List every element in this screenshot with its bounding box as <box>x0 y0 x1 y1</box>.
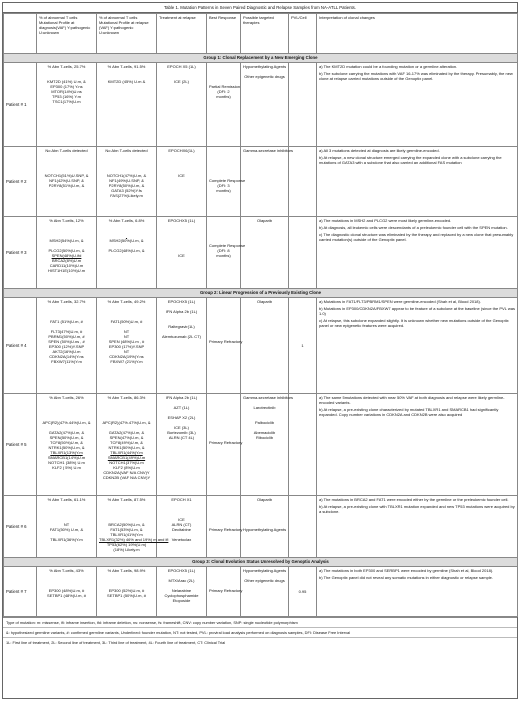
diagnosis-profile-line: P2RY8(51%)U.m, & <box>48 183 85 188</box>
diagnosis-profile-line: SPEN(48%)U.ifd <box>51 253 82 258</box>
header-treatment: Treatment at relapse <box>157 14 207 54</box>
footnote-symbols: &: hypothesized germline variants, #: confirmed germline variants, Underlined: founder mutation, NT: not tested, PVL: proviral load analysis performed on diagnosis samples, DFI: Disease Free Interval <box>3 627 517 637</box>
header-relapse: % of abnormal T cells Mutational Profile at relapse (VAF) Y:pathogenic U:unknown <box>97 14 157 54</box>
relapse-profile-line: FAT1(50%)U.m, # <box>110 319 143 324</box>
table-title: Table 1. Mutation Patterns in Seven Paired Diagnostic and Relapse Samples from NA-ATLL Patients. <box>3 3 517 13</box>
interpretation <box>317 567 518 617</box>
diagnosis-profile-line: MSH2(54%)U.m, & <box>49 238 84 243</box>
relapse-profile-line: EP300 (52%)U.m, # <box>108 588 145 593</box>
best-response-line: Primary Refractory <box>209 588 243 593</box>
patient-row <box>4 63 518 147</box>
relapse-profile-line: FAT1(53%)U.m, & <box>110 527 143 532</box>
relapse-profile-line: NOTCH1(47%)U.m, & <box>106 173 147 178</box>
interpretation <box>317 496 518 558</box>
relapse-profile-line: CDKN2A(19%)Y.ns <box>109 354 144 359</box>
patient-label: Patient # 1 <box>4 63 37 147</box>
group-1-row <box>4 54 518 63</box>
targeted-therapies-line: Ribociclib <box>255 435 274 440</box>
diagnosis-profile-line: SMARCB1(14%)U.m <box>47 455 86 460</box>
targeted-therapies <box>241 394 294 496</box>
diagnosis-profile-line: FAT1 (51%)U.m, # <box>50 319 83 324</box>
pvl-value <box>289 217 317 289</box>
diagnosis-profile-line: SPEN (50%)U.ns , # <box>48 339 85 344</box>
diagnosis-profile-line: PLCG2(50%)U.m, & <box>48 248 85 253</box>
relapse-profile-line: TBLXR1(41%)Y.m <box>110 532 143 537</box>
treatment-list-line: EPOCH X5 (1L) <box>167 64 196 69</box>
relapse-profile-line: MSH2(50%)U.m, & <box>109 238 144 243</box>
diagnosis-profile-line: KMT2D (41%) U.m, & <box>47 79 86 84</box>
targeted-therapies-line: Olaparib <box>256 218 273 223</box>
header-pvl: PVL/Cell <box>289 14 317 54</box>
treatment-list-line: Alemtuzumab (2L CT) <box>162 334 201 339</box>
best-response-line: months) <box>216 94 231 99</box>
group-3-row <box>4 558 518 567</box>
diagnosis-profile <box>37 496 97 558</box>
relapse-profile <box>97 147 157 217</box>
treatment-list-line: ICE <box>178 253 185 258</box>
diagnosis-profile-line: GATA2(47%)U.m, & <box>48 430 85 435</box>
best-response-line: Complete Response <box>209 178 246 183</box>
table-page <box>2 2 518 699</box>
targeted-therapies-line: Gamma-secretase inhibitors <box>243 395 294 400</box>
patient-label: Patient # 2 <box>4 147 37 217</box>
patient-row <box>4 567 518 617</box>
relapse-profile-line: NT <box>123 329 130 334</box>
diagnosis-profile-line: PBRM1(50%)U.m, # <box>48 334 85 339</box>
patient-row <box>4 496 518 558</box>
treatment-list <box>157 217 207 289</box>
best-response-line: months) <box>216 188 231 193</box>
best-response-line: Primary Refractory <box>209 440 243 445</box>
relapse-profile-line: % Abn T-cells, 91.5% <box>107 64 146 69</box>
interpretation-item: b) Mutations in EP300/CDKN2A/FBXW7 appear to be feature of a subclone at the baseline (since the PVL was 1.0) <box>319 306 515 316</box>
best-response-line: Partial Remission <box>209 84 241 89</box>
relapse-profile-line: SPEN (48%)U.m , # <box>108 339 145 344</box>
diagnosis-profile-line: AKT2(16%)U.m <box>52 349 81 354</box>
relapse-profile-line: % Abn T-cells, 87.5% <box>107 497 146 502</box>
diagnosis-profile-line: CDKN2A(14%)Y.ns <box>49 354 84 359</box>
diagnosis-profile <box>37 567 97 617</box>
diagnosis-profile <box>37 394 97 496</box>
best-response-line: Complete Response <box>209 243 246 248</box>
diagnosis-profile-line: TP53 (16%) Y.m <box>52 94 81 99</box>
interpretation <box>317 147 518 217</box>
relapse-profile <box>97 496 169 558</box>
treatment-list <box>157 567 207 617</box>
pvl-value <box>289 394 317 496</box>
relapse-profile <box>97 298 157 394</box>
group-label: Group 1: Clonal Replacement by a New Emerging Clone <box>4 54 518 63</box>
diagnosis-profile-line: FBXW7(11%)Y.m <box>51 359 82 364</box>
patient-label: Patient # 7 <box>4 567 37 617</box>
diagnosis-profile-line: No Abn T-cells detected <box>45 148 88 153</box>
treatment-list-line: Venetoclax <box>171 537 192 542</box>
diagnosis-profile-line: BRCA2(8%)U.m <box>51 258 82 263</box>
interpretation-item: a) All 3 mutations detected at diagnosis are likely germline-encoded. <box>319 148 440 153</box>
diagnosis-profile-line: NOTCH1(51%)U.SNP, & <box>44 173 89 178</box>
interpretation <box>317 298 518 394</box>
treatment-list <box>157 394 207 496</box>
targeted-therapies-line: Abemaciclib <box>253 430 276 435</box>
interpretation-item: a) The mutations in both EP300 and SERBP1 were encoded by germline (Shah et al, Blood 2018). <box>319 568 494 573</box>
diagnosis-profile-line: CARD11(10%)U.m <box>49 263 84 268</box>
diagnosis-profile-line: NF1(42%)U.SNP, & <box>49 178 84 183</box>
diagnosis-profile-line: FAT1(50%) U.m, & <box>49 527 84 532</box>
diagnosis-profile-line: MTOR(14%)U.ns <box>51 89 82 94</box>
diagnosis-profile-line: EP300 (48%)U.m, # <box>48 588 85 593</box>
patient-row <box>4 394 518 496</box>
diagnosis-profile-line: EP300 (17%) Y.ns <box>50 84 83 89</box>
interpretation-item: b) At relapse, a pre-existing clone characterized by mutated TBLXR1 and SMARCB1 had significantly expanded. Copy number variations in CDKN2A and CDKN2B were also acquired <box>319 407 499 417</box>
relapse-profile-line: KLF2 (8%)U.m <box>113 465 140 470</box>
treatment-list-line: IFN Alpha 2b (1L) <box>165 395 198 400</box>
footnote-mutation-types: Type of mutation: m: missense, ifi: inframe insertion, ifd: inframe deletion, ns: nonsense, fs: frameshift, CNV: copy number variation, SNP: single nucleotide polymorphism <box>3 617 517 627</box>
relapse-profile-line: EP300 (17%)Y.SNP <box>108 344 145 349</box>
relapse-profile-line: % Abn T-cells, 86.3% <box>107 395 146 400</box>
diagnosis-profile-line: % Abn T-cells, 12% <box>49 218 84 223</box>
best-response <box>207 63 241 147</box>
targeted-therapies-line: Hypomethylating Agents <box>243 64 287 69</box>
relapse-profile <box>97 567 157 617</box>
diagnosis-profile-line: SETBP1 (48%)U.m, # <box>47 593 86 598</box>
relapse-profile-line: NT <box>123 349 130 354</box>
interpretation-item: b) At diagnosis, all leukemic cells were descendants of a preleukemic founder cell with the SPEN mutation. <box>319 225 508 230</box>
header-blank <box>4 14 37 54</box>
treatment-list-line: ALRN (CT 4L) <box>168 435 195 440</box>
interpretation-item: a) The mutations in BRCA2 and FAT1 were encoded either by the germline or the preleukemic founder cell. <box>319 497 509 502</box>
interpretation-item: a) The KMT2D mutation could be a founding mutation or a germline alteration. <box>319 64 458 69</box>
interpretation <box>317 63 518 147</box>
treatment-list-line: Cyclophosphamide <box>164 593 199 598</box>
treatment-list <box>157 298 207 394</box>
diagnosis-profile-line: APC(R2)(47%.44%)U.m, & <box>42 420 91 425</box>
diagnosis-profile-line: TBLXR1(36%)Y.m <box>50 537 83 542</box>
diagnosis-profile-line: SPEN(50%)U.m, & <box>49 435 84 440</box>
relapse-profile-line: TBLXR1(32%) 46% and 19%) m and ifi <box>99 537 169 542</box>
best-response-line: (DFI: 3 <box>217 183 230 188</box>
treatment-list-line: ICE (2L) <box>174 79 189 84</box>
pvl-value: 1 <box>289 298 317 394</box>
group-label: Group 3: Clonal Evolution Status Unresolved by Genoptix Analysis <box>4 558 518 567</box>
relapse-profile <box>97 63 157 147</box>
patient-label: Patient # 5 <box>4 394 37 496</box>
mutation-table <box>3 13 518 617</box>
treatment-list-line: EPOCH X1 <box>171 497 192 502</box>
diagnosis-profile-line: TCF8(50%)U.m, & <box>50 440 83 445</box>
pvl-value <box>289 63 317 147</box>
diagnosis-profile-line: KLF2 ( 5%) U.m <box>52 465 81 470</box>
best-response <box>207 147 246 217</box>
patient-row <box>4 298 518 394</box>
interpretation-item: b) At relapse, a pre-existing clone with TBLXR1 mutation expanded and new TP53 mutations were acquired by a subclone. <box>319 504 515 514</box>
treatment-list-line: EPOCHX6(1L) <box>168 148 195 153</box>
relapse-profile-line: TP53(62%) 19%(U.m) <box>106 542 147 547</box>
relapse-profile-line: NOTCH1(37%)U.m <box>109 460 144 465</box>
relapse-profile-line: (18%) Likely.m <box>113 547 140 552</box>
treatment-list-line: EPOCHX5 (1L) <box>167 299 196 304</box>
interpretation-item: c) The diagnostic clonal structure was eliminated by the therapy and replaced by a new clone that presumably carried mutation(s) outside of the Genoptix panel. <box>319 232 514 242</box>
treatment-list-line: ICE (3L) <box>174 425 189 430</box>
relapse-profile-line: SMARCB1(49%)U.m <box>107 455 146 460</box>
pvl-value <box>289 496 317 558</box>
targeted-therapies-line: Hypomethylating Agents <box>243 527 287 532</box>
diagnosis-profile-line: EP300 (12%)Y.SNP <box>48 344 85 349</box>
best-response <box>207 217 246 289</box>
relapse-profile-line: CDKN2B (VAF N/A CNV)Y <box>102 475 151 480</box>
diagnosis-profile <box>37 298 97 394</box>
treatment-list-line: MTX/Arac (2L) <box>168 578 195 583</box>
patient-row <box>4 217 518 289</box>
targeted-therapies-line: Olaparib <box>256 299 273 304</box>
diagnosis-profile-line: FLT3(47%)U.m, # <box>50 329 83 334</box>
treatment-list-line: AZT (1L) <box>173 405 190 410</box>
footnote-treatment-lines: 1L: First line of treatment, 2L: Second line of treatment, 3L: Third line of treatment, 4L: Fourth line of treatment, CT: Clinical Trial <box>3 637 517 647</box>
treatment-list-line: Bortezomib (3L) <box>167 430 196 435</box>
targeted-therapies <box>241 217 289 289</box>
header-diagnosis: % of abnormal T cells Mutational Profile at diagnosis(VAF) Y:pathogenic U:unknown <box>37 14 97 54</box>
treatment-list-line: Etoposide <box>172 598 191 603</box>
patient-row <box>4 147 518 217</box>
relapse-profile <box>97 394 157 496</box>
targeted-therapies-line: Olaparib <box>256 497 273 502</box>
relapse-profile-line: GATA2(47%)U.m, & <box>108 430 145 435</box>
treatment-list-line: Nelarabine <box>171 588 192 593</box>
relapse-profile-line: CDKN2A(VAF N/A CNV)Y <box>103 470 150 475</box>
treatment-list-line: ALRN (CT) <box>171 522 192 527</box>
pvl-value <box>289 147 317 217</box>
relapse-profile-line: No Abn T-cells detected <box>105 148 148 153</box>
treatment-list-line: Raltegravir(1L) <box>168 324 195 329</box>
diagnosis-profile-line: % Abn T-cells, 26% <box>49 395 84 400</box>
diagnosis-profile-line: TBLXR1(13%)Y.m <box>50 450 83 455</box>
diagnosis-profile <box>37 63 97 147</box>
targeted-therapies-line: Palbociclib <box>254 420 275 425</box>
best-response-line: (DFI: 2 <box>217 89 230 94</box>
relapse-profile-line: SPEN(47%)U.m, & <box>109 435 144 440</box>
best-response <box>207 394 241 496</box>
best-response-line: Primary Refractory <box>209 339 243 344</box>
targeted-therapies-line: Other epigenetic drugs <box>244 74 285 79</box>
best-response <box>207 567 241 617</box>
diagnosis-profile-line: NTRK1(50%)U.m, & <box>48 445 85 450</box>
interpretation-item: b) The subclone carrying the mutations with VAF 16-17% was eliminated by the therapy. Presumably, the new clone at relapse carried mutations outside of the Genoptix panel. <box>319 71 513 81</box>
targeted-therapies <box>241 496 289 558</box>
targeted-therapies <box>241 63 289 147</box>
header-interpretation: Interpretation of clonal changes <box>317 14 518 54</box>
diagnosis-profile-line: TSC1(17%)U.m <box>52 99 81 104</box>
treatment-list-line: Decitabine <box>172 527 191 532</box>
relapse-profile-line: % Abn T-cells, 6.8% <box>108 218 145 223</box>
best-response-line: Primary Refractory <box>209 527 243 532</box>
best-response <box>207 298 241 394</box>
diagnosis-profile-line: NOTCH1 (38%) U.m <box>48 460 85 465</box>
targeted-therapies-line: Hypomethylating Agents <box>243 568 287 573</box>
interpretation-item: a) The mutations in MSH2 and PLCG2 were most likely germline-encoded. <box>319 218 452 223</box>
treatment-list-line: EPOCHX5 (1L) <box>167 568 196 573</box>
patient-label: Patient # 3 <box>4 217 37 289</box>
diagnosis-profile-line: % Abn T-cells, 32.7% <box>47 299 86 304</box>
group-2-row <box>4 289 518 298</box>
interpretation-item: c) At relapse, this subclone expanded slightly. It is unknown whether new mutations outside of the Genoptix panel or new epigenetic features were acquired. <box>319 318 509 328</box>
interpretation-item: a) The same 5mutations detected with near 50% VAF at both diagnosis and relapse were likely germline-encoded variants. <box>319 395 505 405</box>
header-targeted-therapies: Possible targeted therapies <box>241 14 289 54</box>
diagnosis-profile <box>37 217 97 289</box>
interpretation-item: a) Mutations in FAT1/FLT3/PBRM1/SPEN were germline-encoded (Shah et al, Blood 2018). <box>319 299 481 304</box>
diagnosis-profile <box>37 147 97 217</box>
header-best-response: Best Response <box>207 14 241 54</box>
relapse-profile <box>97 217 157 289</box>
relapse-profile-line: NTRK1(50%)U.m, & <box>108 445 145 450</box>
relapse-profile-line: GATA3 (52%)Y.fs <box>111 188 142 193</box>
interpretation <box>317 394 518 496</box>
interpretation-item: b) The Genoptix panel did not reveal any somatic mutations in either diagnostic or relapse sample. <box>319 575 494 580</box>
targeted-therapies <box>241 567 289 617</box>
treatment-list <box>157 63 207 147</box>
treatment-list-line: ICE <box>178 517 185 522</box>
best-response-line: months) <box>216 253 231 258</box>
relapse-profile-line: NT <box>123 334 130 339</box>
patient-label: Patient # 4 <box>4 298 37 394</box>
targeted-therapies-line: Other epigenetic drugs <box>244 578 285 583</box>
targeted-therapies-line: Gamma-secretase inhibitors <box>243 148 294 153</box>
treatment-list-line: EPOCHX5 (1L) <box>167 218 196 223</box>
best-response-line: (DFI: 8 <box>217 248 230 253</box>
patient-label: Patient # 6 <box>4 496 37 558</box>
relapse-profile-line: PLCG2(48%)U.m, & <box>108 248 145 253</box>
relapse-profile-line: TBLXR1(44%)Y.m <box>110 450 143 455</box>
relapse-profile-line: % Abn T-cells, 98.9% <box>107 568 146 573</box>
diagnosis-profile-line: NT <box>63 522 70 527</box>
relapse-profile-line: SETBP1 (50%)U.m, # <box>107 593 146 598</box>
interpretation-item: b) At relapse, a new clonal structure emerged carrying the expanded clone with a subclone carrying the mutations of GATA3 with a subclone that also carried an additional FAS mutation <box>319 155 502 165</box>
relapse-profile-line: BRCA2(50%)U.m, & <box>108 522 145 527</box>
targeted-therapies <box>241 298 289 394</box>
relapse-profile-line: TCF8(49%)U.m, & <box>110 440 143 445</box>
header-row <box>4 14 518 54</box>
treatment-list <box>157 147 207 217</box>
relapse-profile-line: FAS(27%)Likely.m <box>110 193 143 198</box>
relapse-profile-line: KMT2D (45%) U.m & <box>107 79 146 84</box>
relapse-profile-line: NF1(49%)U.SNP, & <box>109 178 144 183</box>
relapse-profile-line: APC(R2)(47%.47%)U.m, & <box>102 420 151 425</box>
diagnosis-profile-line: % Abn T-cells, 43% <box>49 568 84 573</box>
interpretation <box>317 217 518 289</box>
treatment-list-line: IFN Alpha 2b (1L) <box>165 309 198 314</box>
treatment-list <box>157 496 207 558</box>
diagnosis-profile-line: % Abn T-cells, 25.7% <box>47 64 86 69</box>
diagnosis-profile-line: HIST1H1E(10%)U.m <box>47 268 86 273</box>
pvl-value: 0.95 <box>289 567 317 617</box>
relapse-profile-line: FBXW7 (21%)Y.m <box>110 359 143 364</box>
relapse-profile-line: P2RY8(50%)U.m, & <box>108 183 145 188</box>
relapse-profile-line: % Abn T-cells, 49.2% <box>107 299 146 304</box>
treatment-list-line: ESHAP X2 (2L) <box>167 415 196 420</box>
targeted-therapies <box>241 147 294 217</box>
group-label: Group 2: Linear Progression of a Previously Existing Clone <box>4 289 518 298</box>
best-response <box>207 496 241 558</box>
diagnosis-profile-line: % Abn T-cells, 61.1% <box>47 497 86 502</box>
treatment-list-line: ICE <box>178 173 185 178</box>
targeted-therapies-line: Larotrectinib <box>253 405 276 410</box>
